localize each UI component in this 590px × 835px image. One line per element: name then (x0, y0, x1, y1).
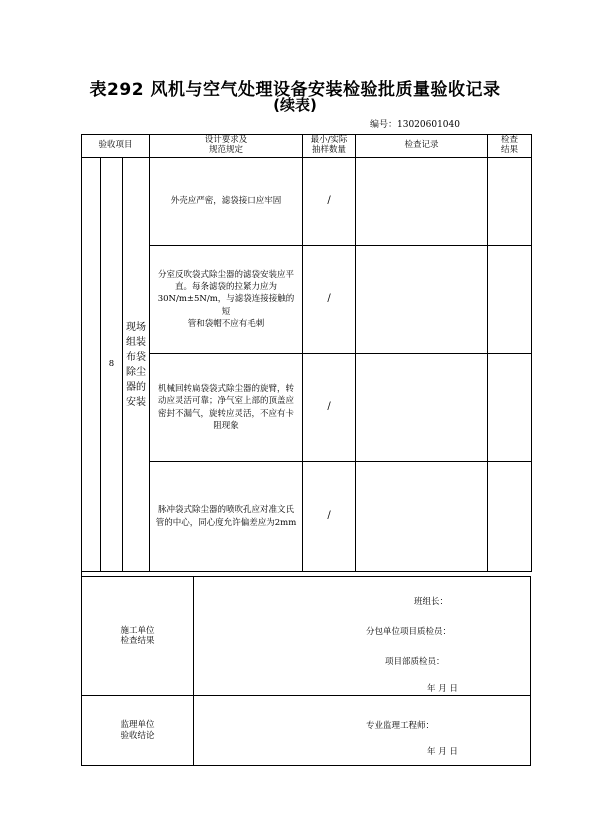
item-name: 现场 组装 布袋 除尘 器的 安装 (123, 158, 150, 572)
team-leader-label: 班组长： (414, 597, 449, 607)
table-row (82, 462, 532, 572)
sample-cell: / (303, 158, 356, 246)
construction-date: 年 月 日 (427, 684, 458, 694)
header-row (82, 135, 532, 158)
sub-inspector-label: 分包单位项目质检员： (366, 627, 452, 637)
record-cell[interactable] (356, 158, 488, 246)
header-sample: 最小/实际 抽样数量 (303, 135, 356, 158)
result-cell[interactable] (488, 354, 532, 462)
header-design: 设计要求及 规范规定 (150, 135, 303, 158)
header-item: 验收项目 (82, 135, 150, 158)
supervision-label: 监理单位 验收结论 (82, 696, 194, 765)
requirement-cell: 外壳应严密，滤袋接口应牢固 (150, 158, 303, 246)
result-cell[interactable] (488, 158, 532, 246)
supervision-block (82, 696, 530, 765)
construction-block (82, 577, 530, 696)
construction-label: 施工单位 检查结果 (82, 577, 194, 695)
requirement-cell: 机械回转扁袋袋式除尘器的旋臂，转 动应灵活可靠；净气室上部的顶盖应 密封不漏气，旋转应灵活，不应有卡 阻现象 (150, 354, 303, 462)
page-title: 表292 风机与空气处理设备安装检验批质量验收记录 (89, 80, 501, 100)
result-cell[interactable] (488, 246, 532, 354)
form-code: 编号：13020601040 (370, 120, 460, 130)
header-result: 检查 结果 (488, 135, 532, 158)
result-cell[interactable] (488, 462, 532, 572)
table-row (82, 354, 532, 462)
requirement-cell: 脉冲袋式除尘器的喷吹孔应对准文氏 管的中心，同心度允许偏差应为2mm (150, 462, 303, 572)
page-subtitle: (续表) (273, 96, 317, 114)
record-cell[interactable] (356, 462, 488, 572)
supervision-date: 年 月 日 (427, 747, 458, 757)
requirement-cell: 分室反吹袋式除尘器的滤袋安装应平 直。每条滤袋的拉紧力应为 30N/m±5N/m，与滤袋连接接触的短 管和袋帽不应有毛刺 (150, 246, 303, 354)
supervising-engineer-label: 专业监理工程师： (366, 721, 435, 731)
record-cell[interactable] (356, 246, 488, 354)
record-cell[interactable] (356, 354, 488, 462)
sample-cell: / (303, 246, 356, 354)
sample-cell: / (303, 354, 356, 462)
table-row (82, 246, 532, 354)
signoff-section (81, 576, 531, 766)
item-number: 8 (101, 158, 123, 572)
project-inspector-label: 项目部质检员： (385, 657, 445, 667)
item-empty-cell (82, 158, 101, 572)
sample-cell: / (303, 462, 356, 572)
table-row (82, 158, 532, 246)
header-record: 检查记录 (356, 135, 488, 158)
